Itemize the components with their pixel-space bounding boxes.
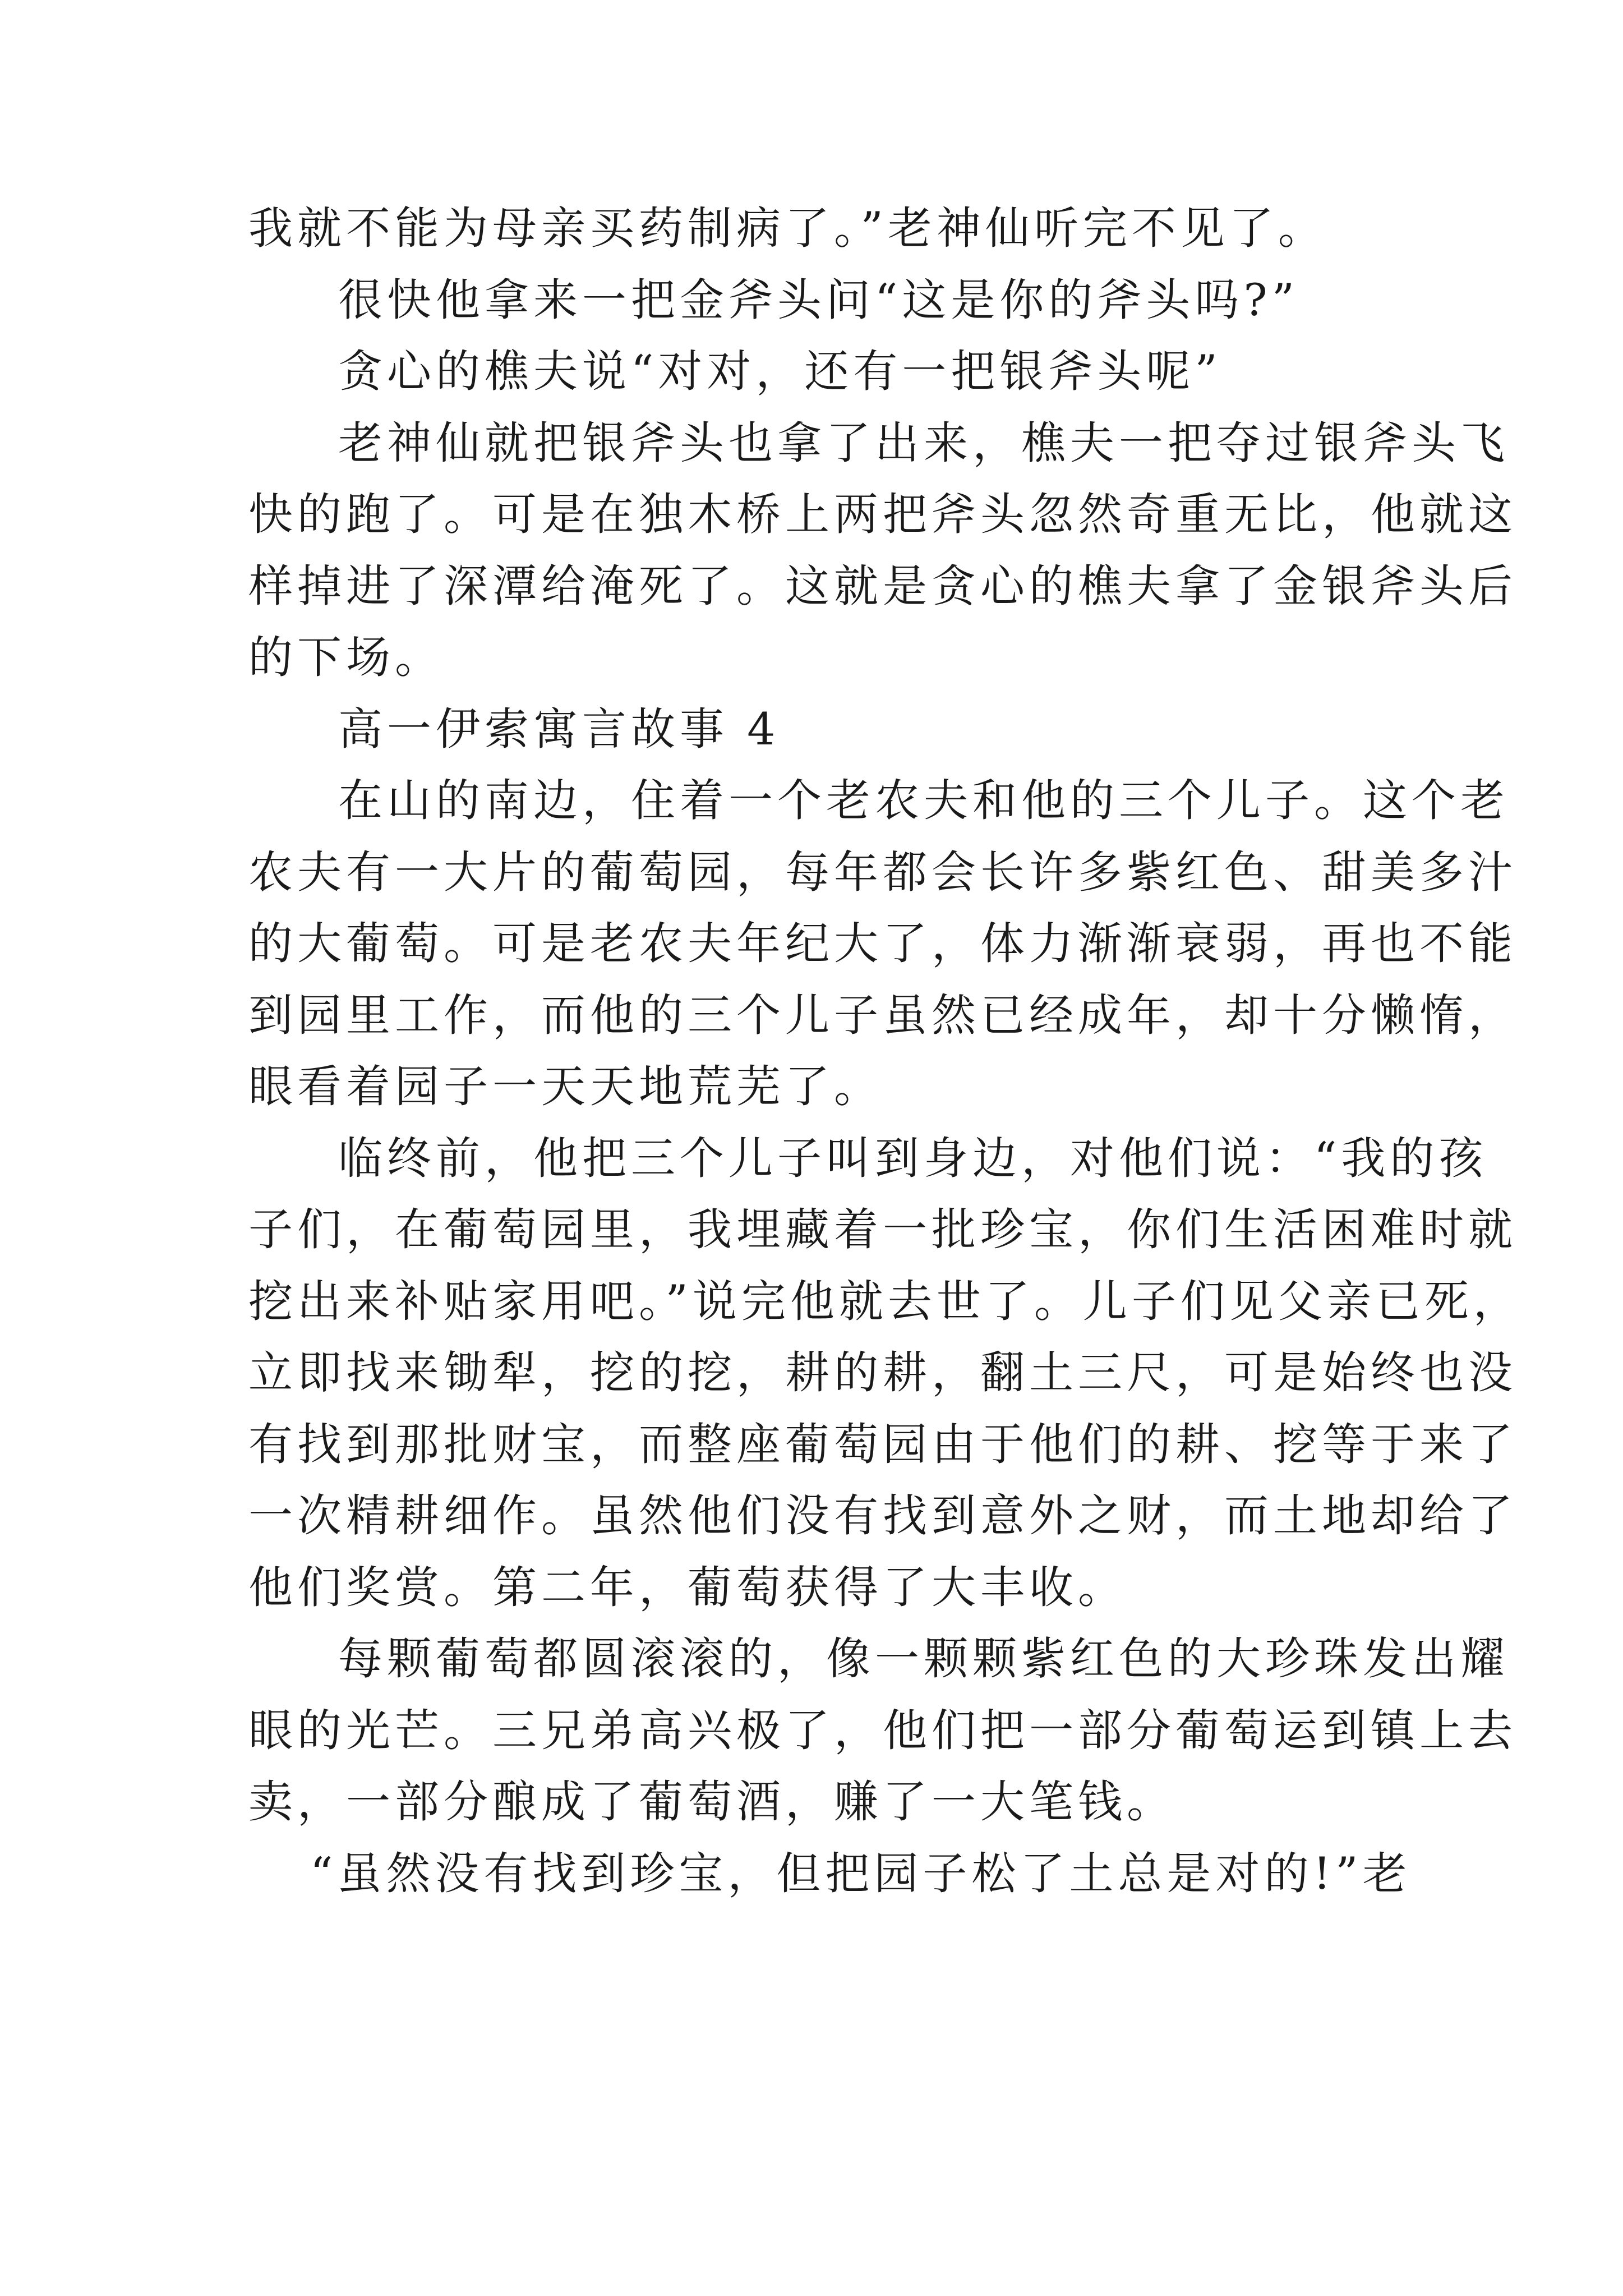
text-line: 临终前，他把三个儿子叫到身边，对他们说：“我的孩 bbox=[338, 1132, 1488, 1184]
text-line: 贪心的樵夫说“对对，还有一把银斧头呢” bbox=[338, 346, 1222, 397]
text-line: 农夫有一大片的葡萄园，每年都会长许多紫红色、甜美多汁 bbox=[248, 846, 1517, 898]
text-line: “虽然没有找到珍宝，但把园子松了土总是对的!”老 bbox=[310, 1847, 1412, 1899]
text-line: 我就不能为母亲买药制病了。”老神仙听完不见了。 bbox=[248, 203, 1327, 254]
text-line: 一次精耕细作。虽然他们没有找到意外之财，而土地却给了 bbox=[248, 1490, 1517, 1542]
section-heading: 高一伊索寓言故事 4 bbox=[338, 703, 780, 755]
text-line: 挖出来补贴家用吧。”说完他就去世了。儿子们见父亲已死， bbox=[248, 1275, 1522, 1327]
text-line: 的下场。 bbox=[248, 632, 444, 683]
text-line: 子们，在葡萄园里，我埋藏着一批珍宝，你们生活困难时就 bbox=[248, 1204, 1517, 1255]
body-text bbox=[248, 193, 1522, 1910]
text-line: 样掉进了深潭给淹死了。这就是贪心的樵夫拿了金银斧头后 bbox=[248, 560, 1517, 612]
text-line: 在山的南边，住着一个老农夫和他的三个儿子。这个老 bbox=[338, 775, 1509, 826]
text-line: 快的跑了。可是在独木桥上两把斧头忽然奇重无比，他就这 bbox=[248, 489, 1517, 540]
text-line: 卖，一部分酿成了葡萄酒，赚了一大笔钱。 bbox=[248, 1776, 1175, 1828]
text-line: 他们奖赏。第二年，葡萄获得了大丰收。 bbox=[248, 1561, 1127, 1613]
text-line: 到园里工作，而他的三个儿子虽然已经成年，却十分懒惰， bbox=[248, 989, 1517, 1041]
text-line: 很快他拿来一把金斧头问“这是你的斧头吗?” bbox=[338, 274, 1299, 326]
text-line: 有找到那批财宝，而整座葡萄园由于他们的耕、挖等于来了 bbox=[248, 1418, 1517, 1470]
text-line: 的大葡萄。可是老农夫年纪大了，体力渐渐衰弱，再也不能 bbox=[248, 918, 1517, 969]
text-line: 立即找来锄犁，挖的挖，耕的耕，翻土三尺，可是始终也没 bbox=[248, 1347, 1517, 1398]
text-line: 老神仙就把银斧头也拿了出来，樵夫一把夺过银斧头飞 bbox=[338, 417, 1509, 469]
text-line: 眼的光芒。三兄弟高兴极了，他们把一部分葡萄运到镇上去 bbox=[248, 1704, 1517, 1756]
text-line: 眼看着园子一天天地荒芜了。 bbox=[248, 1061, 883, 1112]
text-line: 每颗葡萄都圆滚滚的，像一颗颗紫红色的大珍珠发出耀 bbox=[338, 1633, 1509, 1685]
